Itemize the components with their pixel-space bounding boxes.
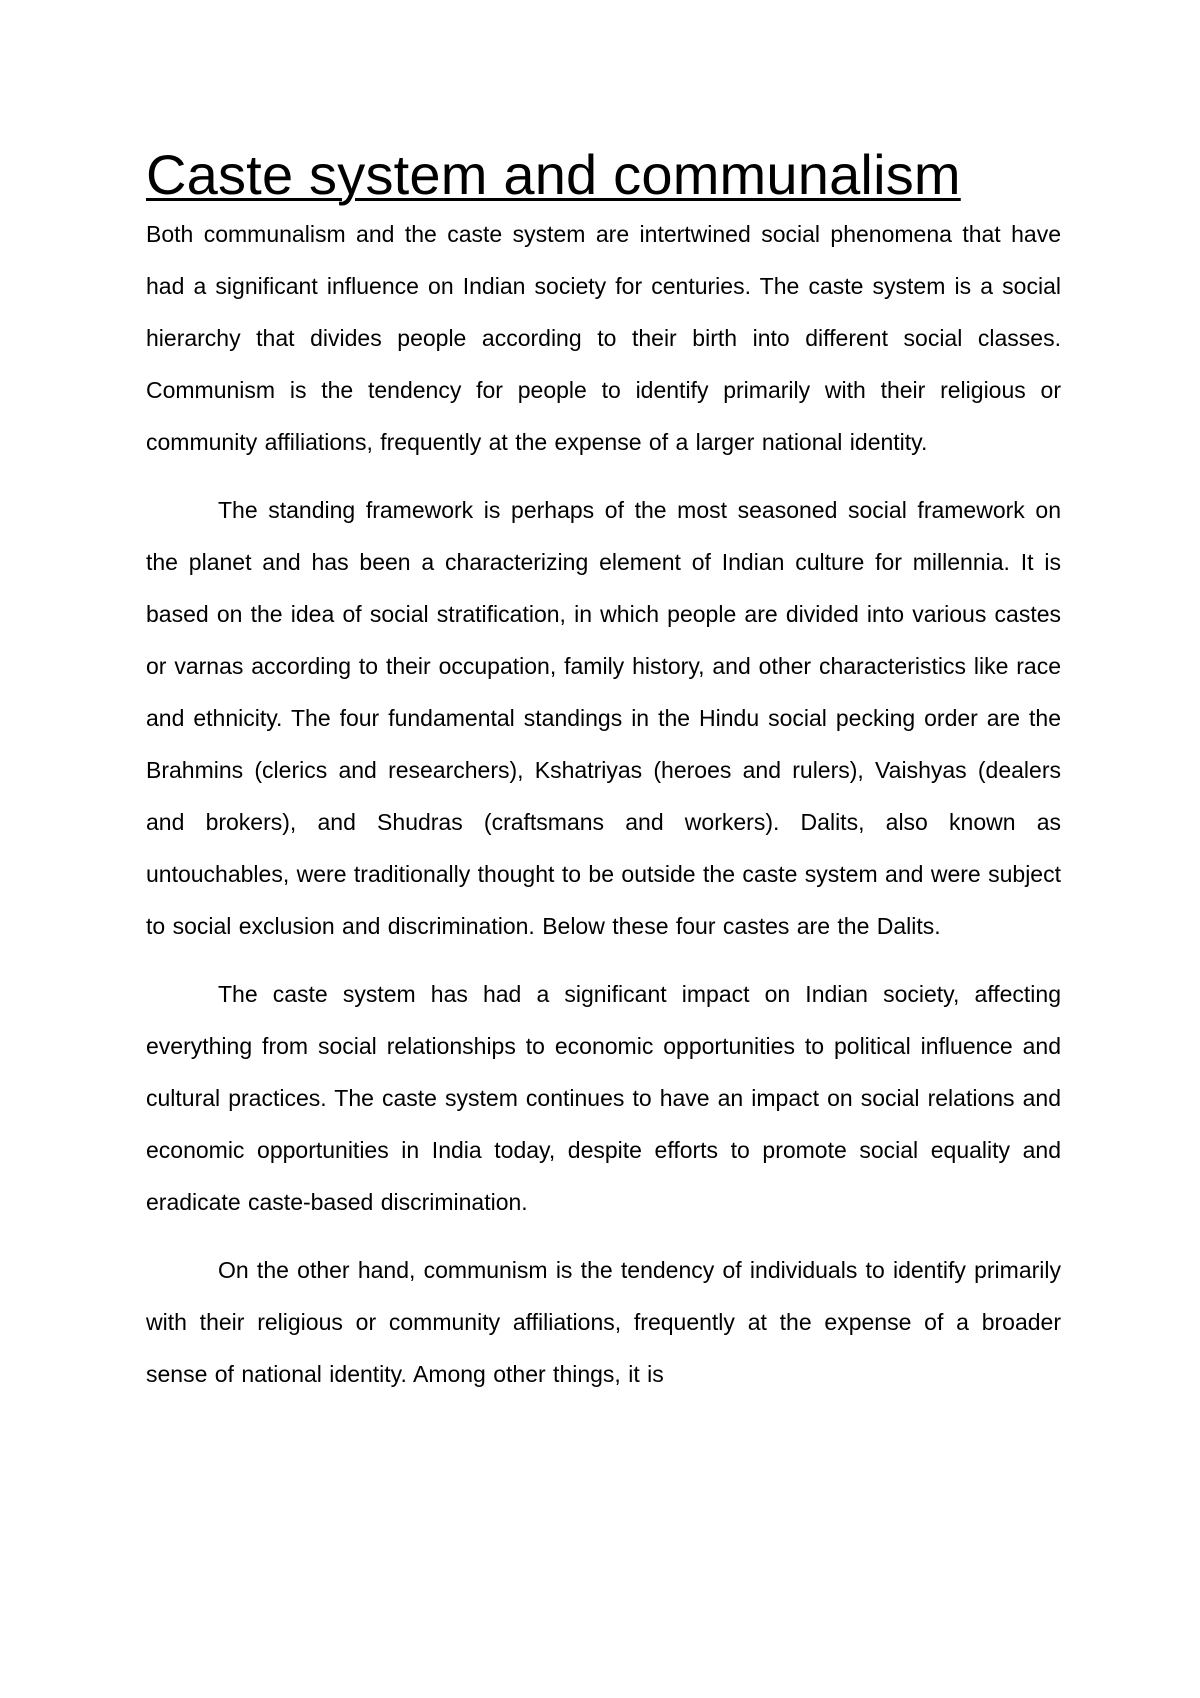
paragraph-3: The caste system has had a significant impact on Indian society, affecting everything from social relationships to economic opportunities to political influence and cultural practices. The caste system continues to have an impact on social relations and economic opportunities in India today, despite efforts to promote social equality and eradicate caste-based discrimination. [146,981,1061,1215]
document-title: Caste system and communalism [146,143,961,206]
paragraph-2: The standing framework is perhaps of the most seasoned social framework on the planet and has been a characterizing element of Indian culture for millennia. It is based on the idea of social stratification, in which people are divided into various castes or varnas according to their occupation, family history, and other characteristics like race and ethnicity. The four fundamental standings in the Hindu social pecking order are the Brahmins (clerics and researchers), Kshatriyas (heroes and rulers), Vaishyas (dealers and brokers), and Shudras (craftsmans and workers). Dalits, also known as untouchables, were traditionally thought to be outside the caste system and were subject to social exclusion and discrimination. Below these four castes are the Dalits. [146,497,1061,939]
document-body [146,142,1061,1416]
paragraph-1: Both communalism and the caste system are intertwined social phenomena that have had a significant influence on Indian society for centuries. The caste system is a social hierarchy that divides people according to their birth into different social classes. Communism is the tendency for people to identify primarily with their religious or community affiliations, frequently at the expense of a larger national identity. [146,221,1061,455]
paragraph-4: On the other hand, communism is the tendency of individuals to identify primarily with their religious or community affiliations, frequently at the expense of a broader sense of national identity. Among other things, it is [146,1257,1061,1387]
